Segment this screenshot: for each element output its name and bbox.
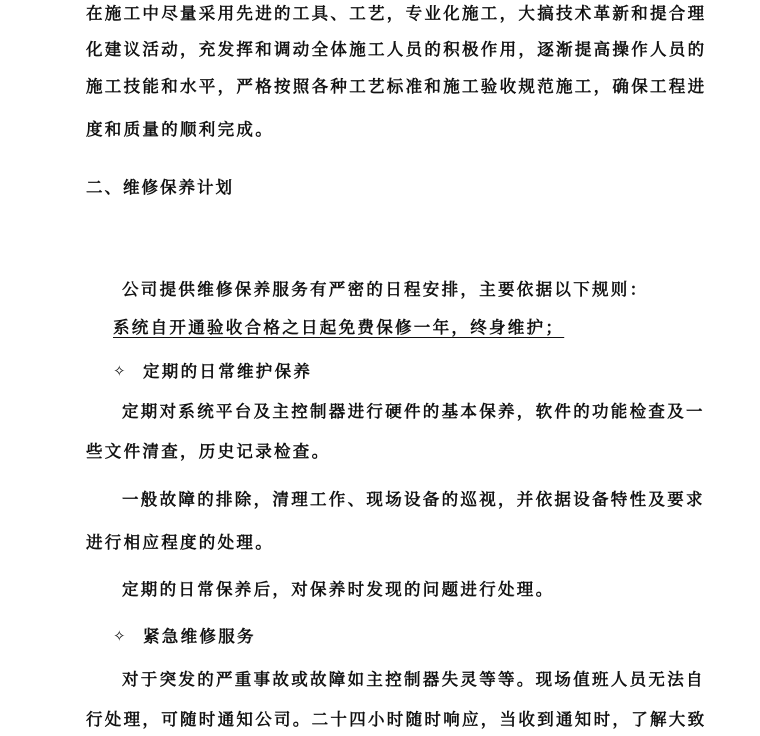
body-text-line: 化建议活动，充发挥和调动全体施工人员的积极作用，逐渐提高操作人员的	[86, 40, 707, 59]
paragraph-line: 些文件清查，历史记录检查。	[86, 442, 331, 461]
subsection-title: 紧急维修服务	[143, 627, 256, 646]
paragraph-line: 对于突发的严重事故或故障如主控制器失灵等等。现场值班人员无法自	[122, 670, 705, 689]
subsection-title: 定期的日常维护保养	[143, 362, 313, 381]
paragraph-line: 定期对系统平台及主控制器进行硬件的基本保养，软件的功能检查及一	[122, 402, 705, 421]
paragraph-line: 进行相应程度的处理。	[86, 533, 274, 552]
warranty-rule: 系统自开通验收合格之日起免费保修一年，终身维护；	[113, 318, 565, 337]
body-text-line: 施工技能和水平，严格按照各种工艺标准和施工验收规范施工，确保工程进	[86, 77, 707, 96]
diamond-bullet-icon: ✧	[113, 627, 126, 645]
body-text-line: 在施工中尽量采用先进的工具、工艺，专业化施工，大搞技术革新和提合理	[86, 4, 707, 23]
paragraph-line: 定期的日常保养后，对保养时发现的问题进行处理。	[122, 580, 555, 599]
paragraph-line: 行处理，可随时通知公司。二十四小时随时响应，当收到通知时，了解大致	[86, 710, 707, 729]
body-text-line: 度和质量的顺利完成。	[86, 120, 274, 139]
intro-paragraph: 公司提供维修保养服务有严密的日程安排，主要依据以下规则：	[122, 280, 649, 299]
section-heading: 二、维修保养计划	[86, 178, 234, 197]
diamond-bullet-icon: ✧	[113, 362, 126, 380]
paragraph-line: 一般故障的排除，清理工作、现场设备的巡视，并依据设备特性及要求	[122, 490, 705, 509]
